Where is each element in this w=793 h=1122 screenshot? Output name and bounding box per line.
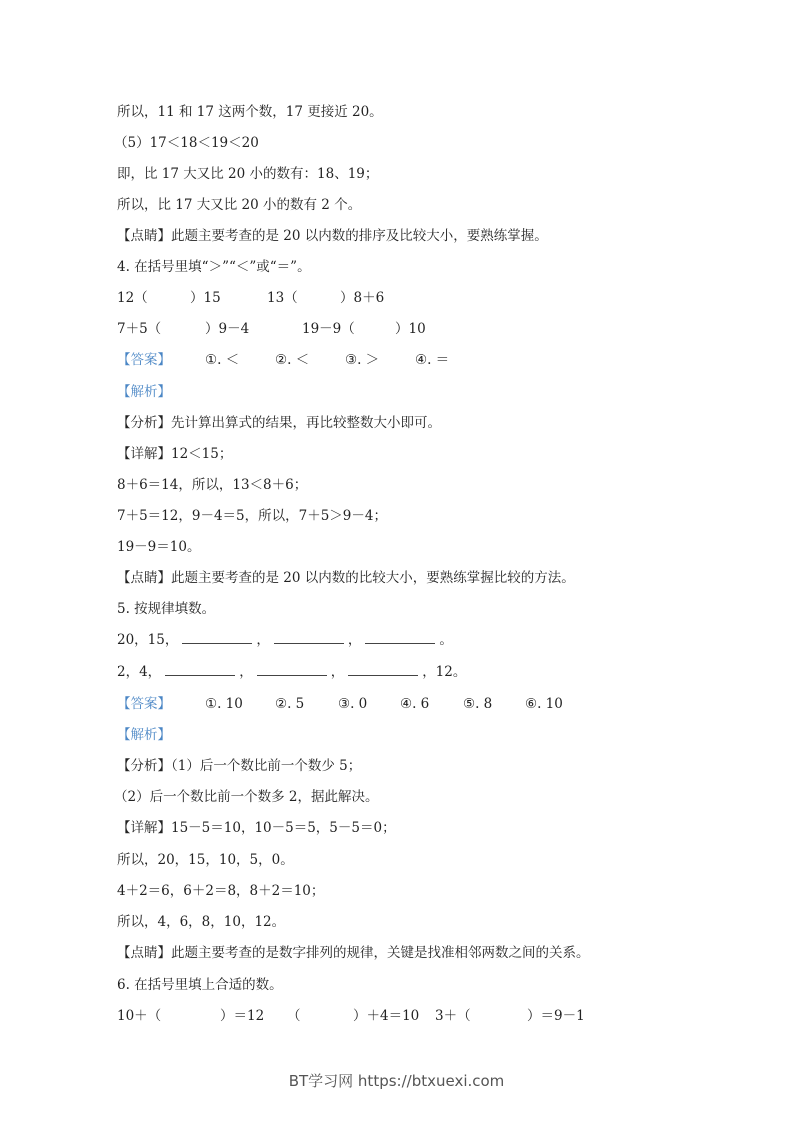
text-line: 所以，20，15，10，5，0。 xyxy=(117,852,294,868)
q4-expr: ）8＋6 xyxy=(340,290,385,306)
q4-expr: 7＋5（ xyxy=(117,321,162,337)
q4-expr: 19－9（ xyxy=(302,321,355,337)
q6-expr: （ xyxy=(287,1008,301,1024)
key-point: 【点睛】此题主要考查的是 20 以内数的比较大小，要熟练掌握比较的方法。 xyxy=(117,570,575,586)
seq-end: 。 xyxy=(439,632,453,648)
text-line: （5）17＜18＜19＜20 xyxy=(114,135,259,151)
key-point: 【点睛】此题主要考查的是 20 以内数的排序及比较大小，要熟练掌握。 xyxy=(117,228,548,244)
text-line: 所以，11 和 17 这两个数，17 更接近 20。 xyxy=(117,104,383,120)
seq-start: 20，15， xyxy=(117,632,179,648)
q6-expr: 3＋（ xyxy=(435,1008,471,1024)
blank xyxy=(165,663,235,676)
sep: ， xyxy=(330,664,345,680)
q6-expr: 10＋（ xyxy=(117,1008,162,1024)
q5-sequence-2 xyxy=(117,663,466,681)
text-line: 【详解】12＜15； xyxy=(117,446,233,462)
text-line: 【分析】（1）后一个数比前一个数少 5； xyxy=(117,758,362,774)
text-line: 即，比 17 大又比 20 小的数有：18、19； xyxy=(117,166,379,182)
answer-item: ③. ＞ xyxy=(345,352,380,368)
blank xyxy=(348,663,418,676)
text-line: 4＋2＝6，6＋2＝8，8＋2＝10； xyxy=(117,883,325,899)
answer-label: 【答案】 xyxy=(117,696,171,712)
footer-watermark: BT学习网 https://btxuexi.com xyxy=(288,1072,505,1090)
answer-item: ③. 0 xyxy=(338,696,368,712)
answer-item: ①. ＜ xyxy=(205,352,240,368)
q5-sequence-1 xyxy=(117,631,453,649)
q6-expr: ）＝12 xyxy=(220,1008,265,1024)
answer-item: ⑤. 8 xyxy=(463,696,493,712)
text-line: 【分析】先计算出算式的结果，再比较整数大小即可。 xyxy=(117,415,441,431)
text-line: 19－9＝10。 xyxy=(117,539,201,555)
text-line: 所以，比 17 大又比 20 小的数有 2 个。 xyxy=(117,197,362,213)
seq-end: ，12。 xyxy=(422,664,467,680)
text-line: 所以，4，6，8，10，12。 xyxy=(117,914,286,930)
blank xyxy=(182,631,252,644)
q4-expr: ）15 xyxy=(190,290,221,306)
analysis-label: 【解析】 xyxy=(117,384,171,400)
text-line: 7＋5＝12，9－4＝5，所以，7＋5＞9－4； xyxy=(117,508,387,524)
text-line: 【详解】15－5＝10，10－5＝5，5－5＝0； xyxy=(117,820,396,836)
q4-expr: 13（ xyxy=(267,290,298,306)
sep: ， xyxy=(256,632,270,648)
q4-expr: ）9－4 xyxy=(205,321,250,337)
analysis-label: 【解析】 xyxy=(117,727,171,743)
text-line: 8＋6＝14，所以，13＜8＋6； xyxy=(117,477,308,493)
text-line: （2）后一个数比前一个数多 2，据此解决。 xyxy=(114,789,379,805)
answer-item: ⑥. 10 xyxy=(525,696,563,712)
sep: ， xyxy=(239,664,253,680)
answer-item: ④. 6 xyxy=(400,696,430,712)
question-4-title: 4. 在括号里填“＞”“＜”或“＝”。 xyxy=(117,259,311,275)
question-5-title: 5. 按规律填数。 xyxy=(117,601,216,617)
seq-start: 2，4， xyxy=(117,664,162,680)
q4-expr: 12（ xyxy=(117,290,148,306)
sep: ， xyxy=(347,632,362,648)
q4-expr: ）10 xyxy=(395,321,426,337)
answer-item: ④. ＝ xyxy=(415,352,450,368)
answer-item: ②. 5 xyxy=(275,696,305,712)
answer-item: ②. ＜ xyxy=(275,352,310,368)
question-6-title: 6. 在括号里填上合适的数。 xyxy=(117,977,283,993)
blank xyxy=(257,663,327,676)
answer-item: ①. 10 xyxy=(205,696,243,712)
blank xyxy=(274,631,344,644)
blank xyxy=(365,631,435,644)
q6-expr: ）＝9－1 xyxy=(527,1008,585,1024)
key-point: 【点睛】此题主要考查的是数字排列的规律，关键是找准相邻两数之间的关系。 xyxy=(117,945,590,961)
q6-expr: ）＋4＝10 xyxy=(353,1008,420,1024)
answer-label: 【答案】 xyxy=(117,352,171,368)
